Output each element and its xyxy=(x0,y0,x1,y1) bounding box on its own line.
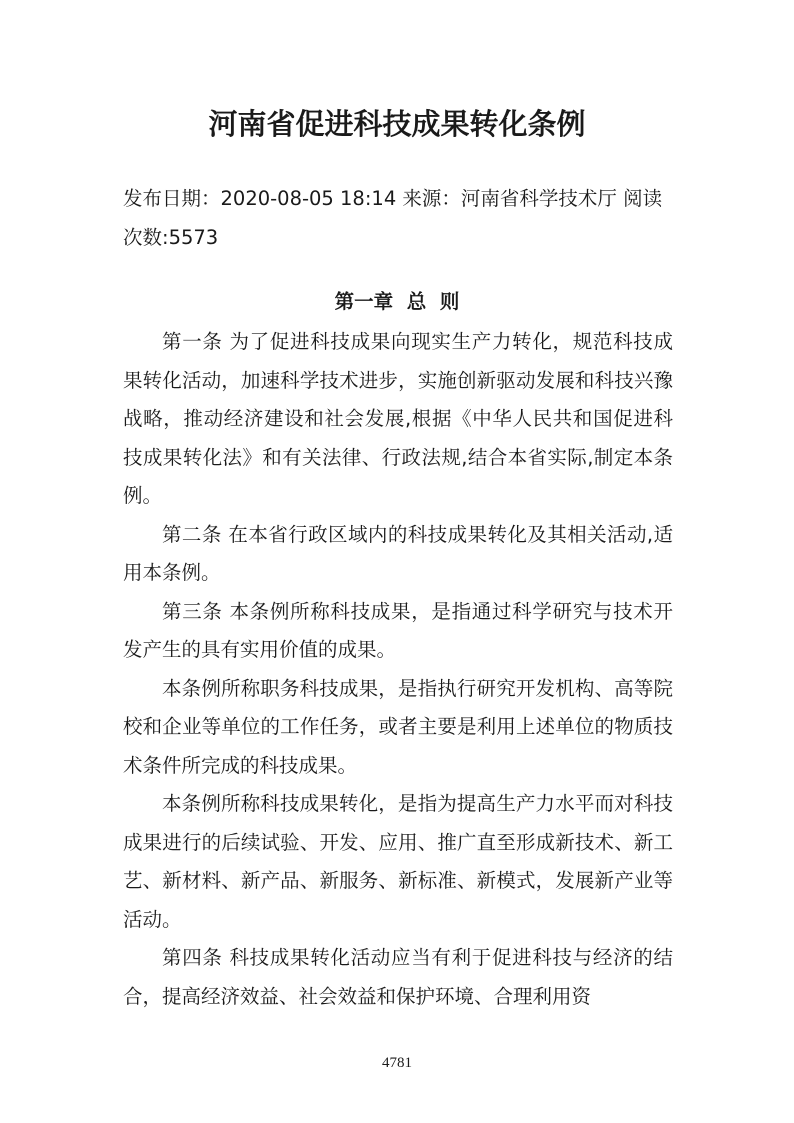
paragraph-article-3: 第三条 本条例所称科技成果，是指通过科学研究与技术开发产生的具有实用价值的成果。 xyxy=(123,599,673,661)
paragraph-article-4: 第四条 科技成果转化活动应当有利于促进科技与经济的结合，提高经济效益、社会效益和保护环境、合理利用资 xyxy=(123,946,673,1008)
paragraph-article-2: 第二条 在本省行政区域内的科技成果转化及其相关活动,适用本条例。 xyxy=(123,522,673,584)
article-body xyxy=(123,323,673,1016)
paragraph-article-3-item-2: 本条例所称职务科技成果，是指执行研究开发机构、高等院校和企业等单位的工作任务，或者主要是利用上述单位的物质技术条件所完成的科技成果。 xyxy=(123,676,673,777)
publication-meta: 发布日期：2020-08-05 18:14 来源：河南省科学技术厅 阅读次数:5573 xyxy=(123,187,663,249)
document-title: 河南省促进科技成果转化条例 xyxy=(208,107,586,141)
page-number: 4781 xyxy=(382,1055,412,1071)
paragraph-article-3-item-3: 本条例所称科技成果转化，是指为提高生产力水平而对科技成果进行的后续试验、开发、应用、推广直至形成新技术、新工艺、新材料、新产品、新服务、新标准、新模式，发展新产业等活动。 xyxy=(123,792,673,931)
chapter-heading: 第一章 总 则 xyxy=(334,290,460,313)
paragraph-article-1: 第一条 为了促进科技成果向现实生产力转化，规范科技成果转化活动，加速科学技术进步，实施创新驱动发展和科技兴豫战略，推动经济建设和社会发展,根据《中华人民共和国促进科技成果转化法》和有关法律、行政法规,结合本省实际,制定本条例。 xyxy=(123,330,673,507)
